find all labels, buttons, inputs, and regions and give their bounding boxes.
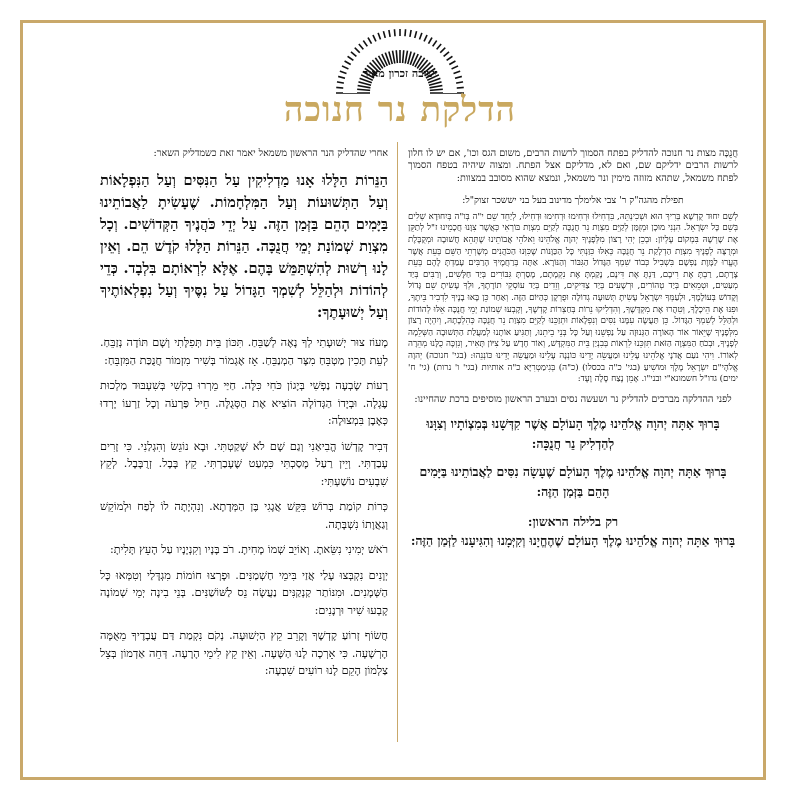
maoz-tzur-stanza: דְּבִיר קָדְשׁוֹ הֱבִיאַנִי וְגַם שָׁם לֹא שָׁקַטְתִּי. וּבָא נוֹגֵשׂ וְהִגְלַנִי. כִּי זָרִים עָבַדְתִּי. וְיֵין רַעַל מָסַכְתִּי כִּמְעַט שֶׁעָבַרְתִּי. קֵץ בָּבֶל. זְרֻבָּבֶל. לְקֵץ שִׁבְעִים נוֹשַׁעְתִּי: <box>100 439 388 488</box>
before-blessing-note: לפני ההדלקה מברכים להדליק נר ושעשה נסים ובערב הראשון מוסיפים ברכת שהחיינו: <box>414 393 732 405</box>
maoz-tzur-stanza: כְּרוֹת קוֹמַת בְּרוֹשׁ בִּקֵּשׁ אֲגָגִי בֶּן הַמְּדָתָא. וְנִהְיָתָה לוֹ לְפַח וּלְמוֹקֵשׁ וְגַאֲוָתוֹ נִשְׁבָּתָה. <box>100 500 388 531</box>
maoz-tzur-stanza: רָעוֹת שָׂבְעָה נַפְשִׁי בְּיָגוֹן כֹּחִי כִּלָּה. חַיַּי מֵרְרוּ בְקֹשִׁי בְּשִׁעְבּוּד מַלְכוּת עֶגְלָה. וּבְיָדוֹ הַגְּדוֹלָה הוֹצִיא אֶת הַסְּגֻלָּה. חֵיל פַּרְעֹה וְכָל זַרְעוֹ יָרְדוּ כְּאֶבֶן בִּמְצוּלָה: <box>100 379 388 428</box>
prayer-text: לְשֵׁם יִחוּד קֻדְשָׁא בְּרִיךְ הוּא וּשְׁכִינְתֵּהּ, בִּדְחִילוּ וּרְחִימוּ וּרְחִימוּ וּדְחִילוּ, לְיַחֵד שֵׁם י"ה בְּו"ה בְּיִחוּדָא שְׁלִים בְּשֵׁם כָּל יִשְׂרָאֵל. הִנְנִי מוּכָן וּמְזֻמָּן לְקַיֵּם מִצְוַת נֵר חֲנֻכָּה לְקַיֵּם מִצְוַת בּוֹרְאִי כְּאֲשֶׁר צִוָּנוּ חֲכָמֵינוּ ז"ל לְתַקֵּן אֶת שָׁרְשָׁהּ בִּמְקוֹם עֶלְיוֹן: וּבְכֵן יְהִי רָצוֹן מִלְּפָנֶיךָ יְהוָה אֱלֹהֵינוּ וֵאלֹהֵי אֲבוֹתֵינוּ שֶׁתְּהֵא חֲשׁוּבָה וּמְקֻבֶּלֶת וּמְרֻצָּה לְפָנֶיךָ מִצְוַת הַדְלָקַת נֵר חֲנֻכָּה כְּאִלּוּ כִּוַּנְתִּי כָּל הַכַּוָּנוֹת שֶׁכִּוְּנוּ הַכֹּהֲנִים מְשָׁרְתֵי הַשֵּׁם בְּעֵת אֲשֶׁר הֶעֱרוּ לַמָּוֶת נַפְשָׁם בִּשְׁבִיל כְּבוֹד שִׁמְךָ הַגָּדוֹל הַגִּבּוֹר וְהַנּוֹרָא. אַתָּה בְּרַחֲמֶיךָ הָרַבִּים עָמַדְתָּ לָהֶם בְּעֵת צָרָתָם, רַבְתָּ אֶת רִיבָם, דַּנְתָּ אֶת דִּינָם, נָקַמְתָּ אֶת נִקְמָתָם, מָסַרְתָּ גִּבּוֹרִים בְּיַד חַלָּשִׁים, וְרַבִּים בְּיַד מְעַטִּים, וּטְמֵאִים בְּיַד טְהוֹרִים, וּרְשָׁעִים בְּיַד צַדִּיקִים, וְזֵדִים בְּיַד עוֹסְקֵי תוֹרָתֶךָ, וּלְךָ עָשִׂיתָ שֵׁם גָּדוֹל וְקָדוֹשׁ בְּעוֹלָמֶךָ, וּלְעַמְּךָ יִשְׂרָאֵל עָשִׂיתָ תְּשׁוּעָה גְדוֹלָה וּפֻרְקָן כְּהַיּוֹם הַזֶּה. וְאַחַר כֵּן בָּאוּ בָנֶיךָ לִדְבִיר בֵּיתֶךָ, וּפִנּוּ אֶת הֵיכָלֶךָ, וְטִהֲרוּ אֶת מִקְדָּשֶׁךָ, וְהִדְלִיקוּ נֵרוֹת בְּחַצְרוֹת קָדְשֶׁךָ, וְקָבְעוּ שְׁמוֹנַת יְמֵי חֲנֻכָּה אֵלּוּ לְהוֹדוֹת וּלְהַלֵּל לְשִׁמְךָ הַגָּדוֹל. כֵּן תַּעֲשֶׂה עִמָּנוּ נִסִּים וְנִפְלָאוֹת וּתְזַכֵּנוּ לְקַיֵּם מִצְוַת נֵר חֲנֻכָּה כְּהִלְכָתָהּ, וְיִהְיֶה רָצוֹן מִלְּפָנֶיךָ שֶׁיֵּאוֹר אוֹר הָאוֹרָה הַגְּנוּזָה עַל נַפְשֵׁנוּ וְעַל כָּל בְּנֵי בֵיתֵנוּ, וְתַגִּיעַ אוֹתָנוּ לְמַעֲלַת הַתְּשׁוּבָה הַשְּׁלֵמָה לְפָנֶיךָ, וּבְכֹחַ הַמִּצְוָה הַזֹּאת תִּזְכֵּנוּ לִרְאוֹת בְּבִנְיַן בֵּית הַמִּקְדָּשׁ, וְאוֹר חָדָשׁ עַל צִיּוֹן תָּאִיר, וְנִזְכֶּה כֻלָּנוּ מְהֵרָה לְאוֹרוֹ. וִיהִי נֹעַם אֲדֹנָי אֱלֹהֵינוּ עָלֵינוּ וּמַעֲשֵׂה יָדֵינוּ כּוֹנְנָה עָלֵינוּ וּמַעֲשֵׂה יָדֵינוּ כּוֹנְנֵהוּ: (בגי' חנוכה) יְהוָה אֱלֹהָי"ם יִשְׂרָאֵל מֶלֶךְ וּמוֹשִׁיעַ (בגי' כ"ה בכסלו) (כ"ה) בְּגִימַטְרִיָּא כ"ה אותיות (בגי' ו' נרות) (גי' ח' ימים) גדו"ל חשמונא"י ובני"ו. אָמֵן נֶצַח סֶלָה וָעֶד: <box>408 211 738 385</box>
maoz-tzur-stanza: מָעוֹז צוּר יְשׁוּעָתִי לְךָ נָאֶה לְשַׁבֵּחַ. תִּכּוֹן בֵּית תְּפִלָּתִי וְשָׁם תּוֹדָה נְזַבֵּחַ. לְעֵת תָּכִין מַטְבֵּחַ מִצָּר הַמְנַבֵּחַ. אָז אֶגְמוֹר בְּשִׁיר מִזְמוֹר חֲנֻכַּת הַמִּזְבֵּחַ: <box>100 336 388 367</box>
hanerot-halalu: הַנֵּרוֹת הַלָּלוּ אָנוּ מַדְלִיקִין עַל הַנִּסִּים וְעַל הַנִּפְלָאוֹת וְעַל הַתְּשׁוּעוֹת וְעַל הַמִּלְחָמוֹת. שֶׁעָשִׂיתָ לַאֲבוֹתֵינוּ בַּיָּמִים הָהֵם בַּזְּמַן הַזֶּה. עַל יְדֵי כֹּהֲנֶיךָ הַקְּדוֹשִׁים. וְכָל מִצְוַת שְׁמוֹנַת יְמֵי חֲנֻכָּה. הַנֵּרוֹת הַלָּלוּ קֹדֶשׁ הֵם. וְאֵין לָנוּ רְשׁוּת לְהִשְׁתַּמֵּשׁ בָּהֶם. אֶלָּא לִרְאוֹתָם בִּלְבָד. כְּדֵי לְהוֹדוֹת וּלְהַלֵּל לְשִׁמְךָ הַגָּדוֹל עַל נִסֶּיךָ וְעַל נִפְלְאוֹתֶיךָ וְעַל יְשׁוּעָתֶךָ: <box>100 172 388 322</box>
prayer-heading: תפילת מהגה"ק ר' צבי אלימלך מדינוב בעל בני יששכר זצוק"ל: <box>462 194 684 206</box>
maoz-tzur-stanza: חֲשׂוֹף זְרוֹעַ קָדְשֶׁךָ וְקָרֵב קֵץ הַיְשׁוּעָה. נְקֹם נִקְמַת דַּם עֲבָדֶיךָ מֵאֻמָּה הָרְשָׁעָה. כִּי אָרְכָה לָנוּ הַשָּׁעָה. וְאֵין קֵץ לִימֵי הָרָעָה. דְּחֵה אַדְמוֹן בְּצֵל צַלְמוֹן הָקֵם לָנוּ רוֹעִים שִׁבְעָה: <box>100 629 388 678</box>
page-title: הדלקת נר חנוכה <box>283 90 517 130</box>
left-column <box>100 148 388 680</box>
left-intro: אחרי שהדליק הנר הראשון משמאל יאמר זאת כשמדליק השאר: <box>153 148 388 159</box>
maoz-tzur-stanza: יְוָנִים נִקְבְּצוּ עָלַי אֲזַי בִּימֵי חַשְׁמַנִּים. וּפָרְצוּ חוֹמוֹת מִגְדָּלַי וְטִמְּאוּ כָּל הַשְּׁמָנִים. וּמִנּוֹתַר קַנְקַנִּים נַעֲשָׂה נֵס לַשּׁוֹשַׁנִּים. בְּנֵי בִינָה יְמֵי שְׁמוֹנָה קָבְעוּ שִׁיר וּרְנָנִים: <box>100 568 388 617</box>
blessing-lehadlik: בָּרוּךְ אַתָּה יְהוָה אֱלֹהֵינוּ מֶלֶךְ הָעוֹלָם אֲשֶׁר קִדְּשָׁנוּ בְּמִצְוֹתָיו וְצִוָּנוּ לְהַדְלִיק נֵר חֲנֻכָּה: <box>426 416 720 452</box>
right-intro: חֲנֻכָּה מצות נר חנוכה להדליק בפתח הסמוך לרשות הרבים, משום הגס וכו', אם יש לו חלון לרשות הרבים ידליקם שם, ואם לא, מדליקם אצל הפתח. ומצוה שיהיה בטפח הסמוך לפתח משמאל, שתהא מזוזה מימין ונר משמאל, ונמצא שהוא מסובב במצוות: <box>408 148 738 184</box>
logo-text: ישיבה זכרון מאיר <box>362 67 438 80</box>
first-night-label: רק בלילה הראשון: <box>527 514 619 530</box>
right-column <box>408 148 738 550</box>
sunburst-logo-icon <box>333 27 467 99</box>
blessing-shehecheyanu: בָּרוּךְ אַתָּה יְהוָה אֱלֹהֵינוּ מֶלֶךְ הָעוֹלָם שֶׁהֶחֱיָנוּ וְקִיְּמָנוּ וְהִגִּיעָנוּ לַזְּמַן הַזֶּה: <box>410 533 736 549</box>
blessing-sheasa-nisim: בָּרוּךְ אַתָּה יְהוָה אֱלֹהֵינוּ מֶלֶךְ הָעוֹלָם שֶׁעָשָׂה נִסִּים לַאֲבוֹתֵינוּ בַּיָּמִים הָהֵם בַּזְּמַן הַזֶּה: <box>419 464 727 500</box>
maoz-tzur-stanza: רֹאשׁ יְמִינִי נִשֵּׂאתָ. וְאוֹיֵב שְׁמוֹ מָחִיתָ. רֹב בָּנָיו וְקִנְיָנָיו עַל הָעֵץ תָּלִיתָ: <box>109 543 388 557</box>
column-divider <box>397 142 398 742</box>
